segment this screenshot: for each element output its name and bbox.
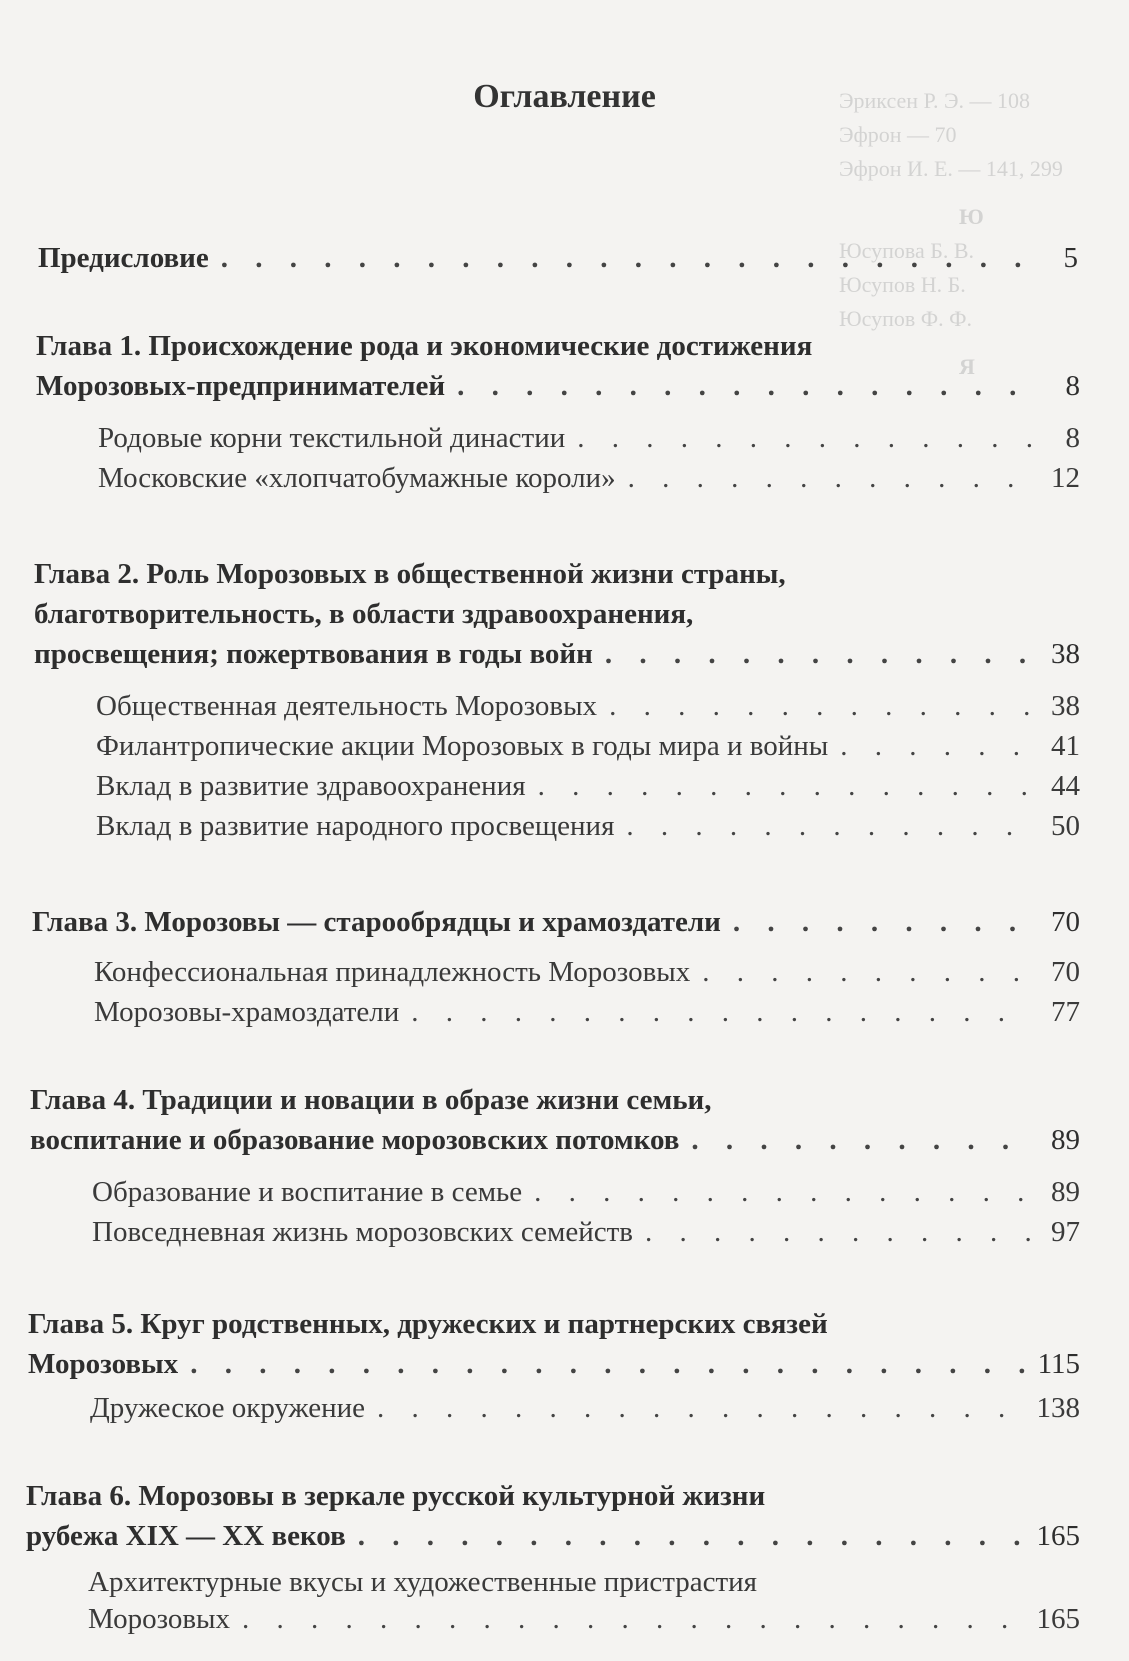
leader-dots: [221, 238, 1030, 278]
page-number: 70: [1051, 956, 1080, 988]
section-title-line: Архитектурные вкусы и художественные пристрастия: [88, 1566, 758, 1598]
leader-dots: [457, 366, 1032, 406]
page-number: 50: [1051, 810, 1080, 842]
toc-section: [96, 686, 1080, 846]
section-title: Московские «хлопчатобумажные короли»: [98, 462, 616, 494]
leader-dots: [840, 726, 1032, 766]
chapter-title-line: Глава 2. Роль Морозовых в общественной жизни страны,: [34, 558, 786, 590]
leader-dots: [626, 806, 1032, 846]
toc-chapter-6: [26, 1476, 1080, 1556]
ghost-line: Я: [959, 354, 975, 379]
toc-section: [98, 418, 1080, 498]
toc-section: [90, 1388, 1080, 1428]
page-number: 77: [1051, 996, 1080, 1028]
toc-chapter-4: [30, 1080, 1080, 1160]
toc-chapter-3: [32, 902, 1080, 942]
page-number: 5: [1063, 242, 1078, 274]
chapter-title-line: Глава 4. Традиции и новации в образе жизни семьи,: [30, 1084, 712, 1116]
chapter-title-line: Глава 3. Морозовы — старообрядцы и храмоздатели: [32, 906, 721, 938]
page-number: 8: [1065, 370, 1080, 402]
toc-chapter-1: [36, 326, 1080, 406]
page-number: 97: [1051, 1216, 1080, 1248]
leader-dots: [190, 1344, 1025, 1384]
leader-dots: [609, 686, 1032, 726]
toc-section: [88, 1566, 1080, 1639]
section-title: Родовые корни текстильной династии: [98, 422, 566, 454]
section-title: Вклад в развитие здравоохранения: [96, 770, 526, 802]
ghost-line: Ю: [959, 204, 984, 229]
ghost-line: Эфрон И. Е. — 141, 299: [839, 156, 1063, 181]
chapter-title-line: Глава 5. Круг родственных, дружеских и партнерских связей: [28, 1308, 828, 1340]
section-title: Морозовы-храмоздатели: [94, 996, 400, 1028]
leader-dots: [691, 1120, 1032, 1160]
leader-dots: [628, 458, 1032, 498]
toc-preface: [38, 238, 1078, 278]
toc-section: [94, 952, 1080, 1032]
chapter-title-line: рубежа XIX — XX веков: [26, 1520, 346, 1552]
section-title: Образование и воспитание в семье: [92, 1176, 523, 1208]
page-number: 41: [1051, 730, 1080, 762]
chapter-title-line: воспитание и образование морозовских потомков: [30, 1124, 680, 1156]
leader-dots: [242, 1599, 1024, 1639]
leader-dots: [538, 766, 1032, 806]
page-number: 165: [1036, 1603, 1080, 1635]
leader-dots: [645, 1212, 1032, 1252]
toc-chapter-5: [28, 1304, 1080, 1384]
page-number: 115: [1037, 1348, 1080, 1380]
section-title: Вклад в развитие народного просвещения: [96, 810, 615, 842]
section-title: Общественная деятельность Морозовых: [96, 690, 598, 722]
section-title: Конфессиональная принадлежность Морозовых: [94, 956, 691, 988]
page-number: 38: [1051, 690, 1080, 722]
ghost-line: Эфрон — 70: [839, 122, 957, 147]
page-number: 70: [1051, 906, 1080, 938]
chapter-title-line: Морозовых-предпринимателей: [36, 370, 446, 402]
page-number: 38: [1051, 638, 1080, 670]
leader-dots: [534, 1172, 1032, 1212]
toc-chapter-2: [34, 554, 1080, 674]
page-number: 89: [1051, 1176, 1080, 1208]
chapter-title-line: просвещения; пожертвования в годы войн: [34, 638, 593, 670]
leader-dots: [605, 634, 1032, 674]
page-number: 138: [1036, 1392, 1080, 1424]
toc-preface-label: Предисловие: [38, 242, 209, 274]
section-title: Филантропические акции Морозовых в годы мира и войны: [96, 730, 829, 762]
page-number: 12: [1051, 462, 1080, 494]
leader-dots: [733, 902, 1032, 942]
leader-dots: [377, 1388, 1025, 1428]
ghost-line: Юсупова Б. В.: [839, 238, 975, 263]
chapter-title-line: Глава 6. Морозовы в зеркале русской культурной жизни: [26, 1480, 766, 1512]
ghost-line: Эриксен Р. Э. — 108: [839, 88, 1031, 113]
ghost-line: Юсупов Ф. Ф.: [839, 306, 973, 331]
page-number: 44: [1051, 770, 1080, 802]
leader-dots: [411, 992, 1032, 1032]
page-number: 165: [1036, 1520, 1080, 1552]
chapter-title-line: Морозовых: [28, 1348, 179, 1380]
toc-section: [92, 1172, 1080, 1252]
section-title: Повседневная жизнь морозовских семейств: [92, 1216, 633, 1248]
page-title: Оглавление: [473, 78, 656, 115]
leader-dots: [358, 1516, 1025, 1556]
page-number: 8: [1065, 422, 1080, 454]
section-title-line: Морозовых: [88, 1603, 231, 1635]
section-title: Дружеское окружение: [90, 1392, 365, 1424]
ghost-line: Юсупов Н. Б.: [839, 272, 966, 297]
page-number: 89: [1051, 1124, 1080, 1156]
chapter-title-line: Глава 1. Происхождение рода и экономические достижения: [36, 330, 813, 362]
leader-dots: [577, 418, 1032, 458]
leader-dots: [702, 952, 1032, 992]
chapter-title-line: благотворительность, в области здравоохранения,: [34, 598, 694, 630]
